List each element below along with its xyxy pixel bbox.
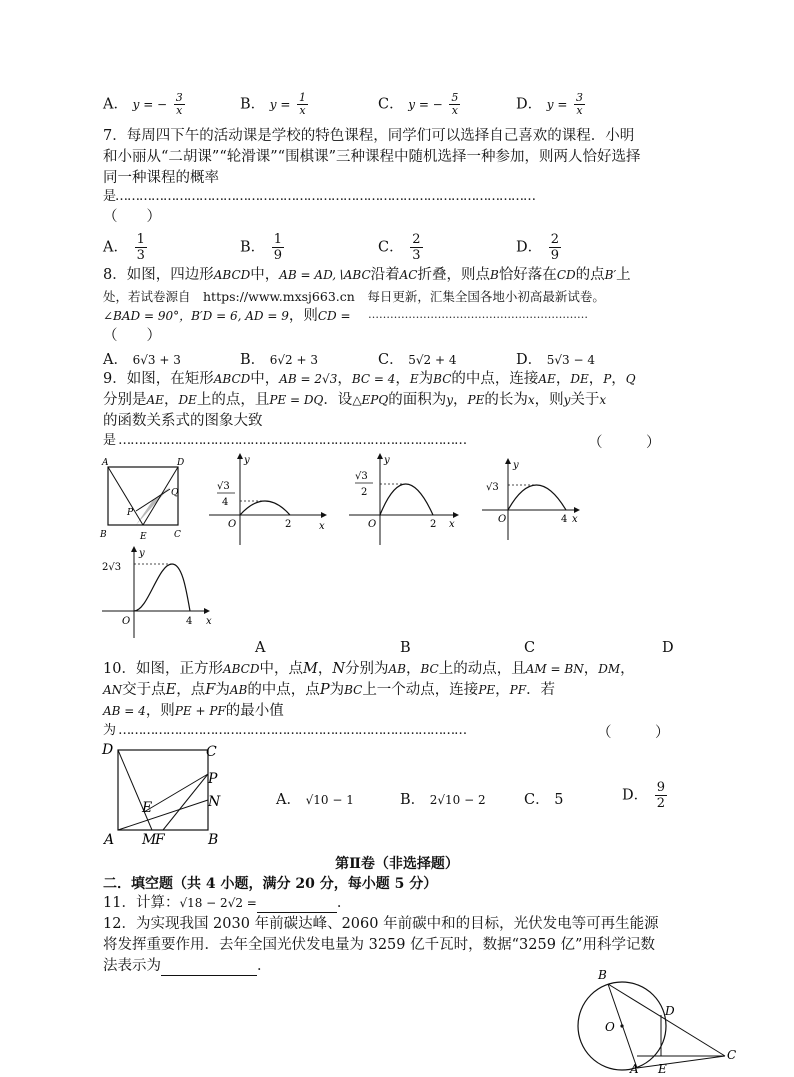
text-span: y = (546, 97, 568, 112)
text-span: B． (240, 239, 266, 256)
label-yv1: √3 (217, 481, 230, 492)
label-a: A (104, 832, 115, 848)
text-span: AM = BN (525, 662, 584, 676)
text-span: 上的点，且 (196, 392, 270, 408)
label-yv1: √3 (486, 482, 499, 493)
text-span: 的最小值 (225, 703, 284, 719)
q12-line1: 12．为实现我国 2030 年前碳达峰、2060 年前碳中和的目标，光伏发电等可再生能源 (103, 916, 659, 932)
text-span: ， (453, 392, 468, 408)
text-span: D． (516, 239, 543, 256)
numerator: 1 (273, 232, 283, 247)
curve-a (240, 501, 290, 515)
label-a: A (102, 458, 109, 468)
text-span: CD (556, 268, 576, 282)
label-a: A (630, 1062, 639, 1075)
label-e: E (140, 532, 147, 542)
denominator: 9 (550, 248, 560, 263)
text-span: AC (399, 268, 418, 282)
label-xv: 2 (285, 519, 292, 530)
label-o: O (605, 1020, 615, 1034)
label-yv1: 2√3 (102, 562, 122, 573)
polygon-shape (237, 453, 243, 459)
text-span: 关于 (570, 392, 600, 408)
q8-option-b (240, 348, 318, 369)
text-span: ． (257, 958, 272, 974)
text-span: 6√2 + 3 (269, 353, 318, 367)
label-o: O (498, 514, 507, 525)
q9-graph-a (205, 453, 330, 548)
q10-option-c (524, 788, 563, 809)
text-span: A． (276, 792, 301, 808)
label-c: C (727, 1048, 737, 1062)
text-span: P (319, 682, 330, 698)
label-c: C (174, 530, 181, 540)
text-span: ． (336, 895, 352, 911)
text-span: E (165, 682, 177, 698)
fraction (449, 92, 460, 117)
q8-dots: …………………………………………………… (368, 308, 588, 321)
numerator: 1 (299, 91, 307, 104)
text-span: 法表示为 (103, 958, 161, 974)
denominator: 2 (656, 796, 666, 811)
curve-b (380, 484, 433, 515)
text-span: ， (495, 682, 510, 698)
text-span: ， (620, 661, 635, 677)
label-n: N (208, 794, 221, 810)
part2-title: 第Ⅱ卷（非选择题） (335, 856, 459, 872)
text-span: B′D = 6, AD = 9 (191, 309, 289, 323)
denominator: 9 (273, 248, 283, 263)
label-d: D (177, 458, 185, 468)
fraction (297, 92, 308, 117)
text-span: PE = DQ (269, 393, 324, 407)
q10-paren: （ ） (597, 725, 670, 741)
q6-option-d (516, 92, 587, 117)
text-span: 上一个动点，连接 (362, 682, 479, 698)
fraction (135, 232, 147, 263)
text-span: ∠BAD = 90°， (103, 309, 192, 323)
label-f: F (155, 832, 165, 848)
text-span: CD = (317, 309, 351, 323)
text-span: ， (317, 661, 333, 677)
segment-pe (144, 774, 208, 812)
q9-graph-b (345, 453, 465, 548)
fraction (272, 232, 284, 263)
text-span: 的中点，点 (247, 682, 320, 698)
text-span: ， (406, 661, 421, 677)
label-y: y (244, 455, 250, 466)
q7-option-d (516, 232, 563, 263)
text-span: 5√2 + 4 (408, 353, 457, 367)
q7-line1: 7．每周四下午的活动课是学校的特色课程，同学们可以选择自己喜欢的课程．小明 (103, 128, 635, 144)
text-span: A． (103, 239, 128, 256)
q9-graph-d (98, 546, 223, 641)
label-yv2: 2 (361, 487, 368, 498)
q12-answer-blank[interactable] (161, 961, 257, 976)
text-span: AB = 2√3 (279, 372, 338, 386)
text-span: ABCD (213, 372, 251, 386)
text-span: BC = 4 (351, 372, 396, 386)
segment-ae (108, 467, 143, 525)
text-span: 分别为 (345, 661, 389, 677)
text-span: Q (625, 372, 636, 386)
q7-option-c (378, 232, 425, 263)
fraction (655, 780, 667, 811)
q8-line3 (103, 306, 351, 326)
label-x: x (572, 514, 578, 525)
text-span: AB (229, 683, 248, 697)
text-span: ．若 (526, 682, 556, 698)
q9-rectangle-figure (98, 455, 193, 543)
q10-square-figure (98, 740, 228, 848)
q6-option-b (240, 92, 310, 117)
q6-option-a (103, 92, 187, 117)
segment-bc (608, 984, 725, 1056)
numerator: 3 (175, 91, 183, 104)
q9-graph-c (478, 458, 588, 543)
text-span: 交于点 (122, 682, 166, 698)
text-span: x (599, 393, 607, 407)
text-span: C． (378, 96, 404, 113)
text-span: y = (269, 97, 291, 112)
label-xv: 4 (561, 514, 568, 525)
polygon-shape (453, 512, 459, 518)
q9-graph-label-a: A (255, 640, 266, 656)
q9-line4: 是 …………………………………………………………………………… (103, 433, 467, 448)
q8-line1 (103, 265, 631, 285)
q7-line3: 同一种课程的概率 (103, 170, 219, 186)
q6-option-c (378, 92, 462, 117)
text-span: ， (588, 371, 604, 387)
text-span: 中， (250, 371, 280, 387)
text-span: 中， (250, 267, 280, 283)
text-span: BC (344, 683, 363, 697)
text-span: √10 − 1 (305, 793, 354, 807)
square-abcd (118, 750, 208, 830)
q8-option-d (516, 348, 595, 369)
text-span: ， (555, 371, 571, 387)
q9-line2 (103, 390, 606, 410)
text-span: 为 (329, 682, 345, 698)
label-y: y (139, 548, 145, 559)
q13-circle-figure (575, 965, 745, 1075)
text-span: P (603, 372, 612, 386)
text-span: ， (163, 392, 179, 408)
numerator: 3 (576, 91, 584, 104)
label-xv: 4 (186, 616, 193, 627)
label-b: B (100, 530, 107, 540)
text-span: D． (516, 352, 543, 368)
label-e: E (658, 1062, 667, 1075)
text-span: AB = 4 (103, 704, 146, 718)
fraction (574, 92, 585, 117)
q7-option-b (240, 232, 286, 263)
center-dot (620, 1024, 623, 1027)
numerator: 5 (451, 91, 459, 104)
text-span: B． (240, 352, 266, 368)
text-span: B． (240, 96, 266, 113)
text-span: ．设 (323, 392, 353, 408)
numerator: 1 (136, 232, 145, 247)
curve-c (508, 485, 566, 510)
denominator: x (176, 104, 183, 117)
label-p: P (127, 508, 134, 518)
q9-graph-label-d: D (662, 640, 674, 656)
q7-option-a (103, 232, 149, 263)
label-d: D (665, 1004, 675, 1018)
text-span: ， (583, 661, 599, 677)
text-span: 的中点，连接 (451, 371, 539, 387)
q9-line3: 的函数关系式的图象大致 (103, 413, 263, 429)
label-p: P (208, 771, 218, 787)
text-span: 为 (418, 371, 434, 387)
q7-line2: 和小丽从“二胡课”“轮滑课”“围棋课”三种课程中随机选择一种参加，则两人恰好选择 (103, 149, 641, 165)
label-y: y (384, 455, 390, 466)
q12-line2: 将发挥重要作用．去年全国光伏发电量为 3259 亿千瓦时，数据“3259 亿”用科学记数 (103, 937, 655, 953)
text-span: △EPQ (352, 393, 389, 407)
q9-graph-label-c: C (524, 640, 536, 656)
text-span: ， (395, 371, 410, 387)
polygon-shape (505, 458, 511, 464)
text-span: BC (420, 662, 439, 676)
text-span: C． (524, 792, 550, 808)
label-xv: 2 (430, 519, 437, 530)
text-span: B (489, 268, 499, 282)
q10-option-d (622, 780, 669, 811)
text-span: AE (538, 372, 556, 386)
label-b: B (598, 968, 607, 982)
text-span: 5 (554, 792, 564, 808)
text-span: 11．计算： (103, 895, 180, 911)
text-span: 6√3 + 3 (132, 353, 181, 367)
q10-option-a (276, 788, 354, 809)
q12-line3 (103, 956, 272, 976)
text-span: 折叠，则点 (417, 267, 490, 283)
text-span: A． (103, 352, 128, 368)
text-span: ，点 (176, 682, 206, 698)
q9-line1 (103, 369, 636, 389)
polygon-shape (131, 546, 137, 552)
text-span: AE (146, 393, 164, 407)
polygon-shape (377, 453, 383, 459)
polygon-shape (204, 608, 210, 614)
text-span: y (446, 393, 453, 407)
label-o: O (228, 519, 237, 530)
numerator: 9 (656, 780, 666, 795)
text-span: ， (611, 371, 626, 387)
label-x: x (206, 616, 212, 627)
text-span: D． (622, 787, 649, 804)
text-span: C． (378, 352, 404, 368)
text-span: 5√3 − 4 (546, 353, 595, 367)
denominator: 3 (136, 248, 145, 263)
q7-paren: （ ） (103, 209, 161, 225)
label-c: C (206, 744, 217, 760)
q10-line4: 为 …………………………………………………………………………… (103, 723, 467, 738)
fraction (174, 92, 185, 117)
text-span: 恰好落在 (498, 267, 557, 283)
text-span: B． (400, 792, 426, 808)
text-span: PE + PF (174, 704, 226, 718)
q8-paren: （ ） (103, 328, 161, 344)
label-yv2: 4 (222, 497, 229, 508)
text-span: 上的动点，且 (438, 661, 526, 677)
text-span: A． (103, 96, 128, 113)
text-span: y = − (132, 97, 168, 112)
q10-line1 (103, 659, 635, 679)
text-span: 为 (215, 682, 230, 698)
label-x: x (449, 519, 455, 530)
text-span: C． (378, 239, 404, 256)
text-span: 的点 (575, 267, 605, 283)
text-span: DE (570, 372, 589, 386)
q7-line4: 是…………………………………………………………………………………………… (103, 189, 535, 204)
text-span: y = − (408, 97, 443, 112)
curve-d (134, 564, 190, 611)
denominator: x (451, 104, 458, 117)
q9-paren: （ ） (588, 435, 661, 451)
text-span: 10．如图，正方形 (103, 661, 223, 677)
label-b: B (208, 832, 219, 848)
text-span: DM (598, 662, 621, 676)
label-y: y (513, 460, 519, 471)
label-x: x (319, 521, 325, 532)
q10-option-b (400, 788, 486, 809)
q11-line (103, 893, 351, 913)
text-span: E (409, 372, 419, 386)
text-span: N (332, 661, 346, 677)
numerator: 2 (550, 232, 560, 247)
fraction (549, 232, 561, 263)
label-e: E (142, 800, 153, 816)
label-o: O (368, 519, 377, 530)
text-span: ABCD (222, 662, 260, 676)
text-span: y (563, 393, 571, 407)
text-span: PE (467, 393, 485, 407)
text-span: AB (388, 662, 406, 676)
text-span: 上 (616, 267, 631, 283)
text-span: B′ (604, 268, 617, 282)
label-yv1: √3 (355, 471, 368, 482)
text-span: BC (433, 372, 452, 386)
q10-line3 (103, 701, 284, 721)
text-span: 中，点 (259, 661, 303, 677)
text-span: ，则 (288, 308, 318, 324)
text-span: DE (178, 393, 197, 407)
polygon-shape (321, 512, 327, 518)
text-span: F (205, 682, 216, 698)
text-span: AB = AD,∖ABC (279, 268, 371, 282)
q11-answer-blank[interactable] (257, 898, 337, 913)
text-span: √18 − 2√2 = (179, 896, 257, 910)
q8-line2: 处，若试卷源自 https://www.mxsj663.cn 每日更新，汇集全国各地小初高最新试卷。 (103, 289, 605, 304)
text-span: PE (478, 683, 496, 697)
q8-option-a (103, 348, 181, 369)
text-span: ， (337, 371, 352, 387)
numerator: 2 (412, 232, 421, 247)
text-span: ，则 (145, 703, 175, 719)
q10-line2 (103, 680, 555, 700)
text-span: ，则 (534, 392, 564, 408)
segment-an (118, 800, 208, 830)
denominator: x (576, 104, 583, 117)
text-span: x (527, 393, 535, 407)
label-o: O (122, 616, 131, 627)
label-d: D (102, 742, 114, 758)
q9-graph-label-b: B (400, 640, 411, 656)
section2-heading: 二．填空题（共 4 小题，满分 20 分，每小题 5 分） (103, 876, 438, 892)
text-span: 的长为 (484, 392, 528, 408)
text-span: 8．如图，四边形 (103, 267, 214, 283)
text-span: 沿着 (370, 267, 400, 283)
denominator: x (299, 104, 306, 117)
label-q: Q (171, 488, 179, 498)
text-span: D． (516, 96, 543, 113)
polygon-shape (574, 507, 580, 513)
text-span: 分别是 (103, 392, 147, 408)
segment-dm (118, 750, 152, 830)
text-span: PF (509, 683, 527, 697)
denominator: 3 (412, 248, 421, 263)
text-span: M (302, 661, 318, 677)
text-span: 2√10 − 2 (429, 793, 486, 807)
text-span: AN (103, 683, 123, 697)
segment-ac (637, 1056, 725, 1068)
label-m: M (142, 832, 157, 848)
text-span: 9．如图，在矩形 (103, 371, 214, 387)
text-span: 的面积为 (388, 392, 447, 408)
fraction (410, 232, 422, 263)
text-span: ABCD (213, 268, 251, 282)
q8-option-c (378, 348, 456, 369)
